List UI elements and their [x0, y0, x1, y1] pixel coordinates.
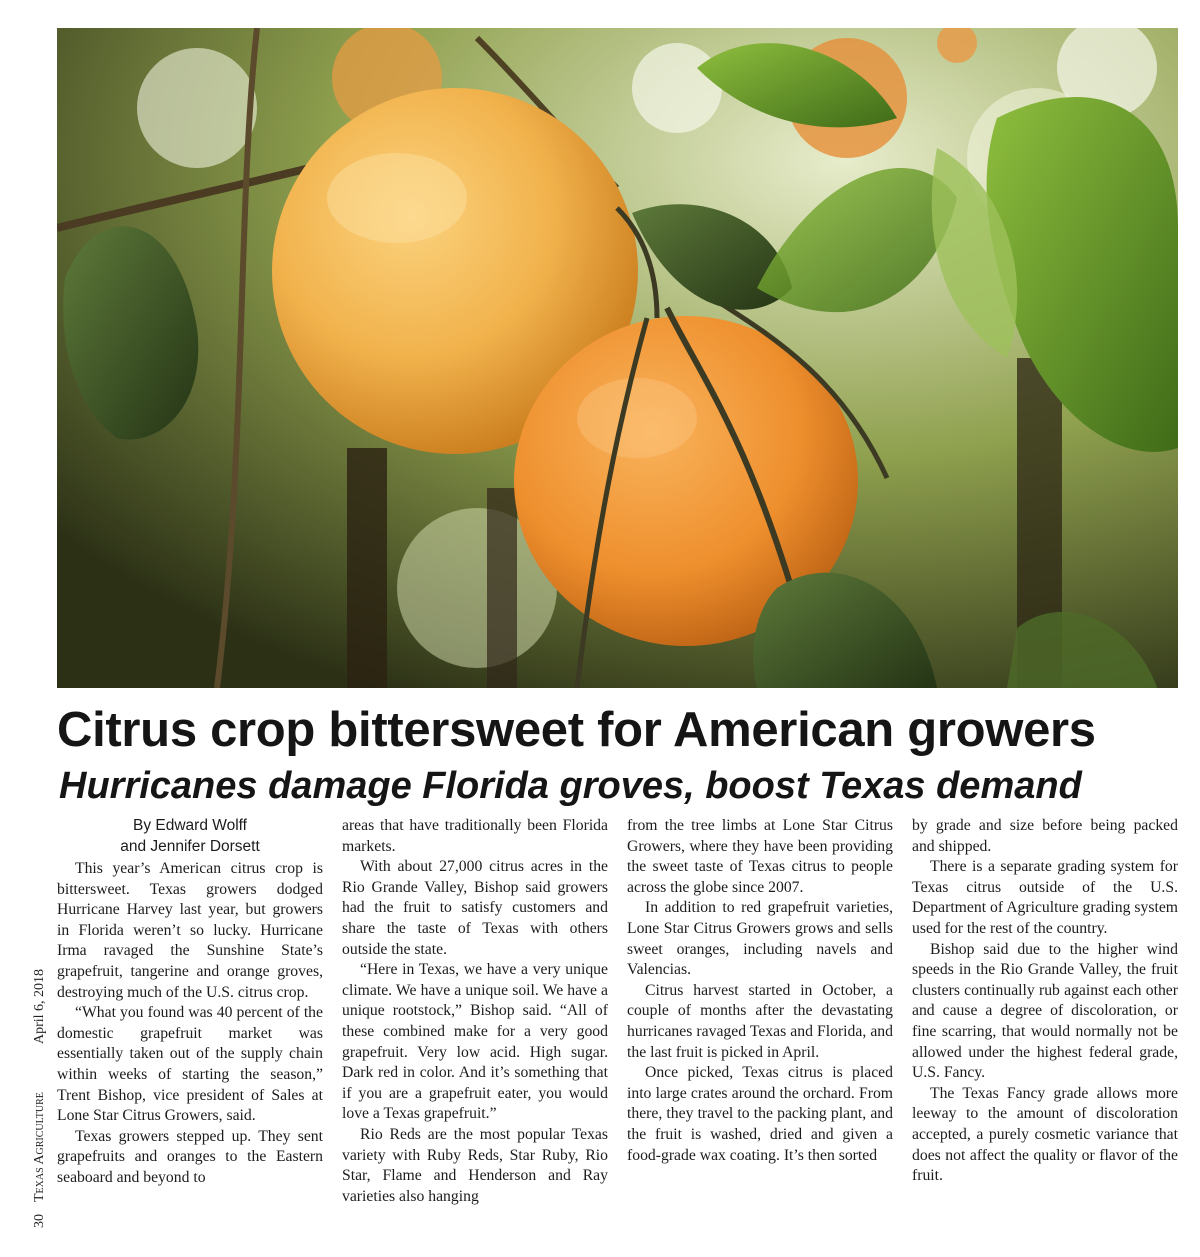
paragraph: “What you found was 40 percent of the domestic grapefruit market was essentially taken out of the supply chain within weeks of starting the season,” Trent Bishop, vice president of Sales at Lone Star Citrus Growers, said. — [57, 1004, 323, 1125]
headline: Citrus crop bittersweet for American growers — [57, 703, 1096, 757]
article-column-4 — [912, 816, 1178, 1187]
subheadline: Hurricanes damage Florida groves, boost Texas demand — [59, 765, 1082, 807]
article-column-2 — [342, 816, 608, 1207]
article-column-1 — [57, 859, 323, 1189]
paragraph: Citrus harvest started in October, a couple of months after the devastating hurricanes ravaged Texas and Florida, and the last fruit is picked in April. — [627, 981, 893, 1061]
byline-author-2: and Jennifer Dorsett — [120, 837, 260, 855]
paragraph: Rio Reds are the most popular Texas variety with Ruby Reds, Star Ruby, Rio Star, Flame and Henderson and Ray varieties also hanging — [342, 1125, 608, 1205]
byline-author-1: By Edward Wolff — [132, 817, 247, 834]
article-column-3 — [627, 816, 893, 1166]
paragraph: With about 27,000 citrus acres in the Rio Grande Valley, Bishop said growers had the fruit to satisfy customers and share the taste of Texas with others outside the state. — [342, 858, 608, 958]
paragraph: The Texas Fancy grade allows more leeway to the amount of discoloration accepted, a purely cosmetic variance that does not affect the quality or flavor of the fruit. — [912, 1084, 1178, 1185]
paragraph: Once picked, Texas citrus is placed into large crates around the orchard. From there, they travel to the packing plant, and the fruit is washed, dried and given a food-grade wax coating. It’s then sorted — [627, 1064, 893, 1164]
paragraph: from the tree limbs at Lone Star Citrus Growers, where they have been providing the sweet taste of Texas citrus to people across the globe since 2007. — [627, 817, 893, 896]
paragraph: Texas growers stepped up. They sent grapefruits and oranges to the Eastern seaboard and beyond to — [57, 1127, 323, 1186]
page-number: 30 — [32, 1214, 47, 1228]
paragraph: There is a separate grading system for Texas citrus outside of the U.S. Department of Agriculture grading system used for the rest of the country. — [912, 858, 1178, 937]
page-folio — [29, 968, 51, 1228]
paragraph: In addition to red grapefruit varieties, Lone Star Citrus Growers grows and sells sweet oranges, including navels and Valencias. — [627, 899, 893, 979]
byline — [57, 816, 323, 857]
paragraph: “Here in Texas, we have a very unique climate. We have a unique soil. We have a unique rootstock,” Bishop said. “All of these combined make for a very good grapefruit. Very low acid. High sugar. Dark red in color. And it’s something that if you are a grapefruit eater, you would love a Texas grapefruit.” — [342, 961, 608, 1123]
publication-name: Texas Agriculture — [32, 1092, 47, 1202]
paragraph: areas that have traditionally been Florida markets. — [342, 817, 608, 855]
paragraph: This year’s American citrus crop is bittersweet. Texas growers dodged Hurricane Harvey last year, but growers in Florida weren’t so lucky. Hurricane Irma ravaged the Sunshine State’s grapefruit, tangerine and orange groves, destroying much of the U.S. citrus crop. — [57, 860, 323, 1001]
issue-date: April 6, 2018 — [32, 968, 47, 1044]
paragraph: Bishop said due to the higher wind speeds in the Rio Grande Valley, the fruit clusters continually rub against each other and cause a degree of discoloration, or fine scarring, that would normally not be allowed under the highest federal grade, U.S. Fancy. — [912, 940, 1178, 1082]
grapefruit-photo — [57, 28, 1178, 688]
grapefruit-illustration — [57, 28, 1178, 688]
paragraph: by grade and size before being packed and shipped. — [912, 817, 1178, 855]
